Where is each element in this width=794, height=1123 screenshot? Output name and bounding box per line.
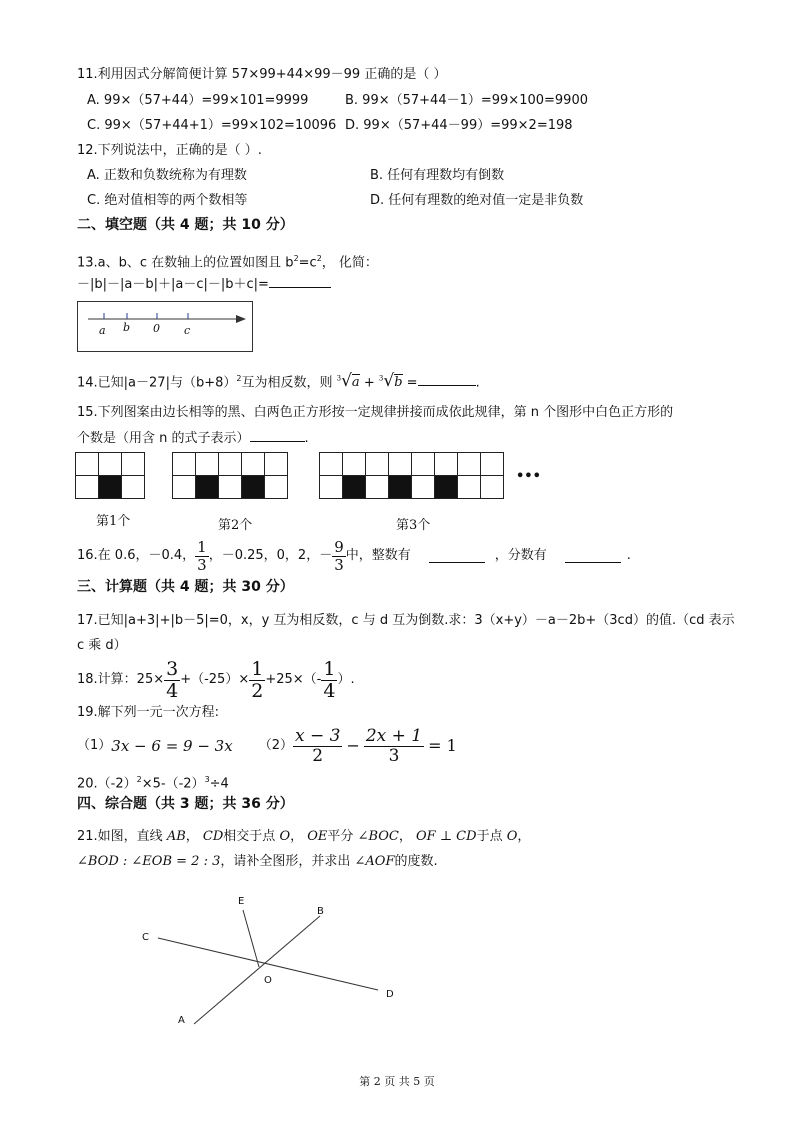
q11-option-d: D. 99×（57+44－99）=99×2=198 bbox=[345, 118, 573, 133]
pattern-figure-1 bbox=[75, 452, 144, 498]
fraction-one-half: $\frac{1}{2}$ bbox=[251, 657, 264, 702]
q11-option-a: A. 99×（57+44）=99×101=9999 bbox=[87, 93, 309, 108]
section-comprehensive-heading: 四、综合题（共 3 题；共 36 分） bbox=[77, 796, 294, 812]
q15-line2: 个数是（用含 n 的式子表示） . bbox=[77, 431, 309, 446]
cube-root-b: $^3$√b bbox=[378, 371, 403, 392]
answer-blank-integers bbox=[429, 550, 485, 563]
q11-option-c: C. 99×（57+44+1）=99×102=10096 bbox=[87, 118, 337, 133]
continuation-dots: ••• bbox=[516, 469, 541, 484]
q12-option-c: C. 绝对值相等的两个数相等 bbox=[87, 193, 248, 208]
q20-line: $20.(-2)^2\times 5-(-2)^3\div 4$ bbox=[77, 775, 229, 792]
point-label-e: E bbox=[238, 896, 245, 907]
label-b: b bbox=[123, 321, 131, 334]
q12-option-a: A. 正数和负数统称为有理数 bbox=[87, 168, 247, 183]
answer-blank bbox=[418, 373, 476, 386]
q12-option-b: B. 任何有理数均有倒数 bbox=[370, 168, 505, 183]
q11-stem: 11.利用因式分解简便计算 57×99+44×99－99 正确的是（ ） bbox=[77, 67, 447, 82]
label-zero: 0 bbox=[153, 322, 160, 335]
intersecting-lines-figure bbox=[130, 892, 410, 1032]
answer-blank bbox=[250, 429, 305, 442]
fraction-one-third: $\frac{1}{3}$ bbox=[197, 537, 207, 574]
q21-line2: ∠BOD : ∠EOB = 2 : 3，请补全图形，并求出 ∠AOF的度数. bbox=[77, 854, 438, 869]
number-line-figure bbox=[77, 301, 253, 352]
answer-blank-fractions bbox=[565, 550, 621, 563]
q21-line1: 21.如图，直线 AB， CD相交于点 O， OE平分 ∠BOC， OF ⊥ CD于点 O， bbox=[77, 829, 531, 844]
label-c: c bbox=[184, 324, 191, 337]
q17-line2: c 乘 d） bbox=[77, 638, 127, 653]
q13-stem: 13.a、b、c 在数轴上的位置如图且 $b^2=c^2$， 化简： bbox=[77, 254, 378, 271]
pattern-label-2: 第2个 bbox=[218, 518, 253, 533]
geometry-diagram bbox=[130, 892, 410, 1032]
point-label-d: D bbox=[386, 989, 394, 1000]
q12-option-d: D. 任何有理数的绝对值一定是非负数 bbox=[370, 193, 584, 208]
q19-stem: 19.解下列一元一次方程: bbox=[77, 705, 220, 720]
q16-line: 16.在 0.6，－0.4， $\frac{1}{3}$ ，－0.25，0，2，－ $\frac{9}{3}$ 中，整数有 ，分数有 . bbox=[77, 537, 631, 574]
equation-1: 3x − 6 = 9 − 3x bbox=[111, 737, 233, 755]
pattern-figure-2 bbox=[172, 452, 287, 498]
q19-equations: （1） 3x − 6 = 9 − 3x （2） $\frac{x - 3}{2}$ − $\frac{2x + 1}{3}$ = 1 bbox=[77, 725, 457, 766]
q17-line1: 17.已知|a+3|+|b－5|=0，x，y 互为相反数，c 与 d 互为倒数.求：3（x+y）－a－2b+（3cd）的值.（cd 表示 bbox=[77, 613, 735, 628]
equation-2-fraction-2: $\frac{2x + 1}{3}$ bbox=[365, 725, 423, 766]
q15-line1: 15.下列图案由边长相等的黑、白两色正方形按一定规律拼接而成依此规律，第 n 个图形中白色正方形的 bbox=[77, 405, 674, 420]
pattern-label-3: 第3个 bbox=[396, 518, 431, 533]
point-label-o: O bbox=[264, 975, 272, 986]
point-label-a: A bbox=[178, 1015, 185, 1026]
q13-expression: －|b|－|a－b|＋|a－c|－|b＋c|= bbox=[77, 275, 331, 294]
pattern-figure-3 bbox=[319, 452, 503, 498]
equation-2-fraction-1: $\frac{x - 3}{2}$ bbox=[294, 725, 341, 766]
point-label-b: B bbox=[317, 906, 324, 917]
page-footer: 第 2 页 共 5 页 bbox=[359, 1075, 435, 1088]
fraction-three-quarters: $\frac{3}{4}$ bbox=[166, 657, 179, 702]
q11-option-b: B. 99×（57+44－1）=99×100=9900 bbox=[345, 93, 588, 108]
cube-root-a: $^3$√a bbox=[336, 371, 360, 392]
answer-blank bbox=[269, 275, 331, 288]
section-fill-blank-heading: 二、填空题（共 4 题；共 10 分） bbox=[77, 217, 294, 233]
point-label-c: C bbox=[142, 932, 149, 943]
label-a: a bbox=[99, 324, 106, 337]
pattern-label-1: 第1个 bbox=[96, 514, 131, 529]
fraction-one-quarter: $\frac{1}{4}$ bbox=[323, 657, 336, 702]
q14-line: 14.已知|a－27|与$(b+8)^2$互为相反数，则 $^3$√a + $^3$√b = . bbox=[77, 371, 480, 392]
fraction-nine-thirds: $\frac{9}{3}$ bbox=[334, 537, 344, 574]
q18-line: 18.计算：25× $\frac{3}{4}$ +（-25）× $\frac{1}{2}$ +25×（- $\frac{1}{4}$ ）. bbox=[77, 657, 355, 702]
q12-stem: 12.下列说法中，正确的是（ ）. bbox=[77, 143, 262, 158]
section-calculation-heading: 三、计算题（共 4 题；共 30 分） bbox=[77, 579, 294, 595]
